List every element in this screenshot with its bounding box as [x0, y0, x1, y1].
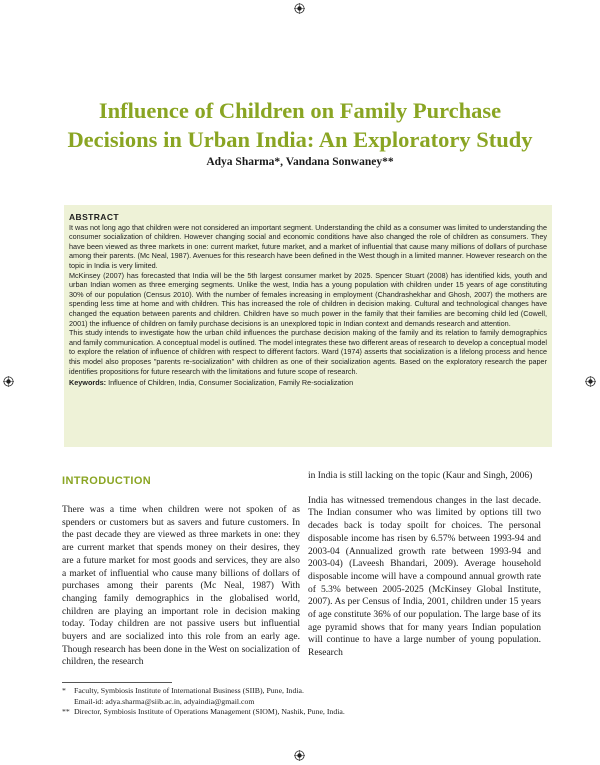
registration-mark-bottom-icon — [294, 750, 305, 761]
abstract-paragraph-3: This study intends to investigate how the urban child influences the purchase decision making of the family and its relation to family demographics and family communication. A conceptual model is outlined. The model integrates these two different areas of research to develop a conceptual model to explore the relation of influence of children with respect to different factors. Ward (1974) asserts that socialization is a lifelong process and hence this model also proposes "parents re-socialization" with children as one of their socialization agents. Based on the exploratory research the paper identifies propositions for future research with the limitations and future scope of research. — [69, 328, 547, 376]
footnote-2-affiliation: Director, Symbiosis Institute of Operations Management (SIOM), Nashik, Pune, India. — [74, 707, 345, 716]
keywords-label: Keywords: — [69, 378, 107, 388]
registration-mark-left-icon — [3, 376, 14, 387]
paper-authors: Adya Sharma*, Vandana Sonwaney** — [206, 156, 394, 168]
footnote-divider — [62, 682, 172, 683]
footnote-2-mark: ** — [62, 707, 70, 716]
paper-title-line-2: Decisions in Urban India: An Exploratory Study — [67, 127, 533, 152]
keywords — [69, 378, 547, 388]
registration-mark-top-icon — [294, 3, 305, 14]
abstract-box — [64, 205, 552, 447]
footnote-1 — [62, 686, 542, 697]
introduction-paragraph: There was a time when children were not spoken of as spenders or customers but as savers and future customers. In the past decade they are viewed as three markets in one: they are current market that spends money on their desires, they are a future market for most goods and services, they are also a market of influential who cause many billions of dollars of purchases among their parents (Mc Neal, 1987) With changing family demographics in the globalised world, children are playing an important role in decision making today. Today children are not passive users but influential buyers and are socialized into this role from an early age. Though research has been done in the West on socialization of children, the research — [62, 505, 300, 668]
body-left-column — [62, 504, 300, 669]
india-changes-paragraph: India has witnessed tremendous changes in the last decade. The Indian consumer who was limited by options till two decades back is today spoilt for choices. The personal disposable income has risen by 6.57% between 1993-94 and 2003-04 (Annualized growth rate between 1993-94 and 2003-04) (Laveesh Bhandari, 2009). Average household disposable income will have a compound annual growth rate of 5.3% between 2005-2025 (McKinsey Global Institute, 2007). As per Census of India, 2001, children under 15 years of age constitute 36% of our population. The large base of its age pyramid shows that for many years Indian population will continue to have a large number of young population. Research — [308, 495, 541, 659]
registration-mark-right-icon — [585, 376, 596, 387]
abstract-paragraph-1: It was not long ago that children were not considered an important segment. Understanding the child as a consumer was limited to understanding the consumer socialization of children. However changing social and economic conditions have also changed the role of children as consumers. They have been viewed as three markets in one: current market, future market, and a market of influential that cause many millions of dollars of purchase among their parents. (Mc Neal, 1987). Avenues for this research have been defined in the West though in a limited manner. However research on the topic in India is very limited. — [69, 222, 547, 270]
footnote-1-mark: * — [62, 686, 66, 695]
abstract-heading: ABSTRACT — [69, 212, 119, 222]
footnote-1-email: Email-id: adya.sharma@siib.ac.in, adyaindia@gmail.com — [74, 696, 255, 706]
keywords-text: Influence of Children, India, Consumer Socialization, Family Re-socialization — [108, 378, 354, 388]
footnotes — [62, 686, 542, 718]
body-right-column — [308, 470, 541, 660]
footnote-1-affiliation: Faculty, Symbiosis Institute of International Business (SIIB), Pune, India. — [74, 686, 304, 695]
paper-title — [40, 96, 560, 154]
introduction-heading: INTRODUCTION — [62, 475, 152, 487]
introduction-continuation: in India is still lacking on the topic (Kaur and Singh, 2006) — [308, 471, 533, 481]
footnote-2 — [62, 707, 542, 718]
paper-title-line-1: Influence of Children on Family Purchase — [98, 98, 502, 123]
abstract-paragraph-2: McKinsey (2007) has forecasted that India will be the 5th largest consumer market by 2025. Spencer Stuart (2008) has identified kids, youth and urban Indian women as three emerging segments. Unlike the west, India has a young population with children under 15 years of age constituting 30% of our population (Census 2010). With the number of females increasing in employment (Chandrashekhar and Ghosh, 2007) the mothers are spending less time at home and with children. This has increased the role of children in decision making. Cultural and technological changes have changed the equation between parents and children. Children have so much power in the family that their families are becoming child led (Cowell, 2001) the influence of children on family purchase decisions is an unexplored topic in Indian context and demands research and attention. — [69, 270, 547, 328]
